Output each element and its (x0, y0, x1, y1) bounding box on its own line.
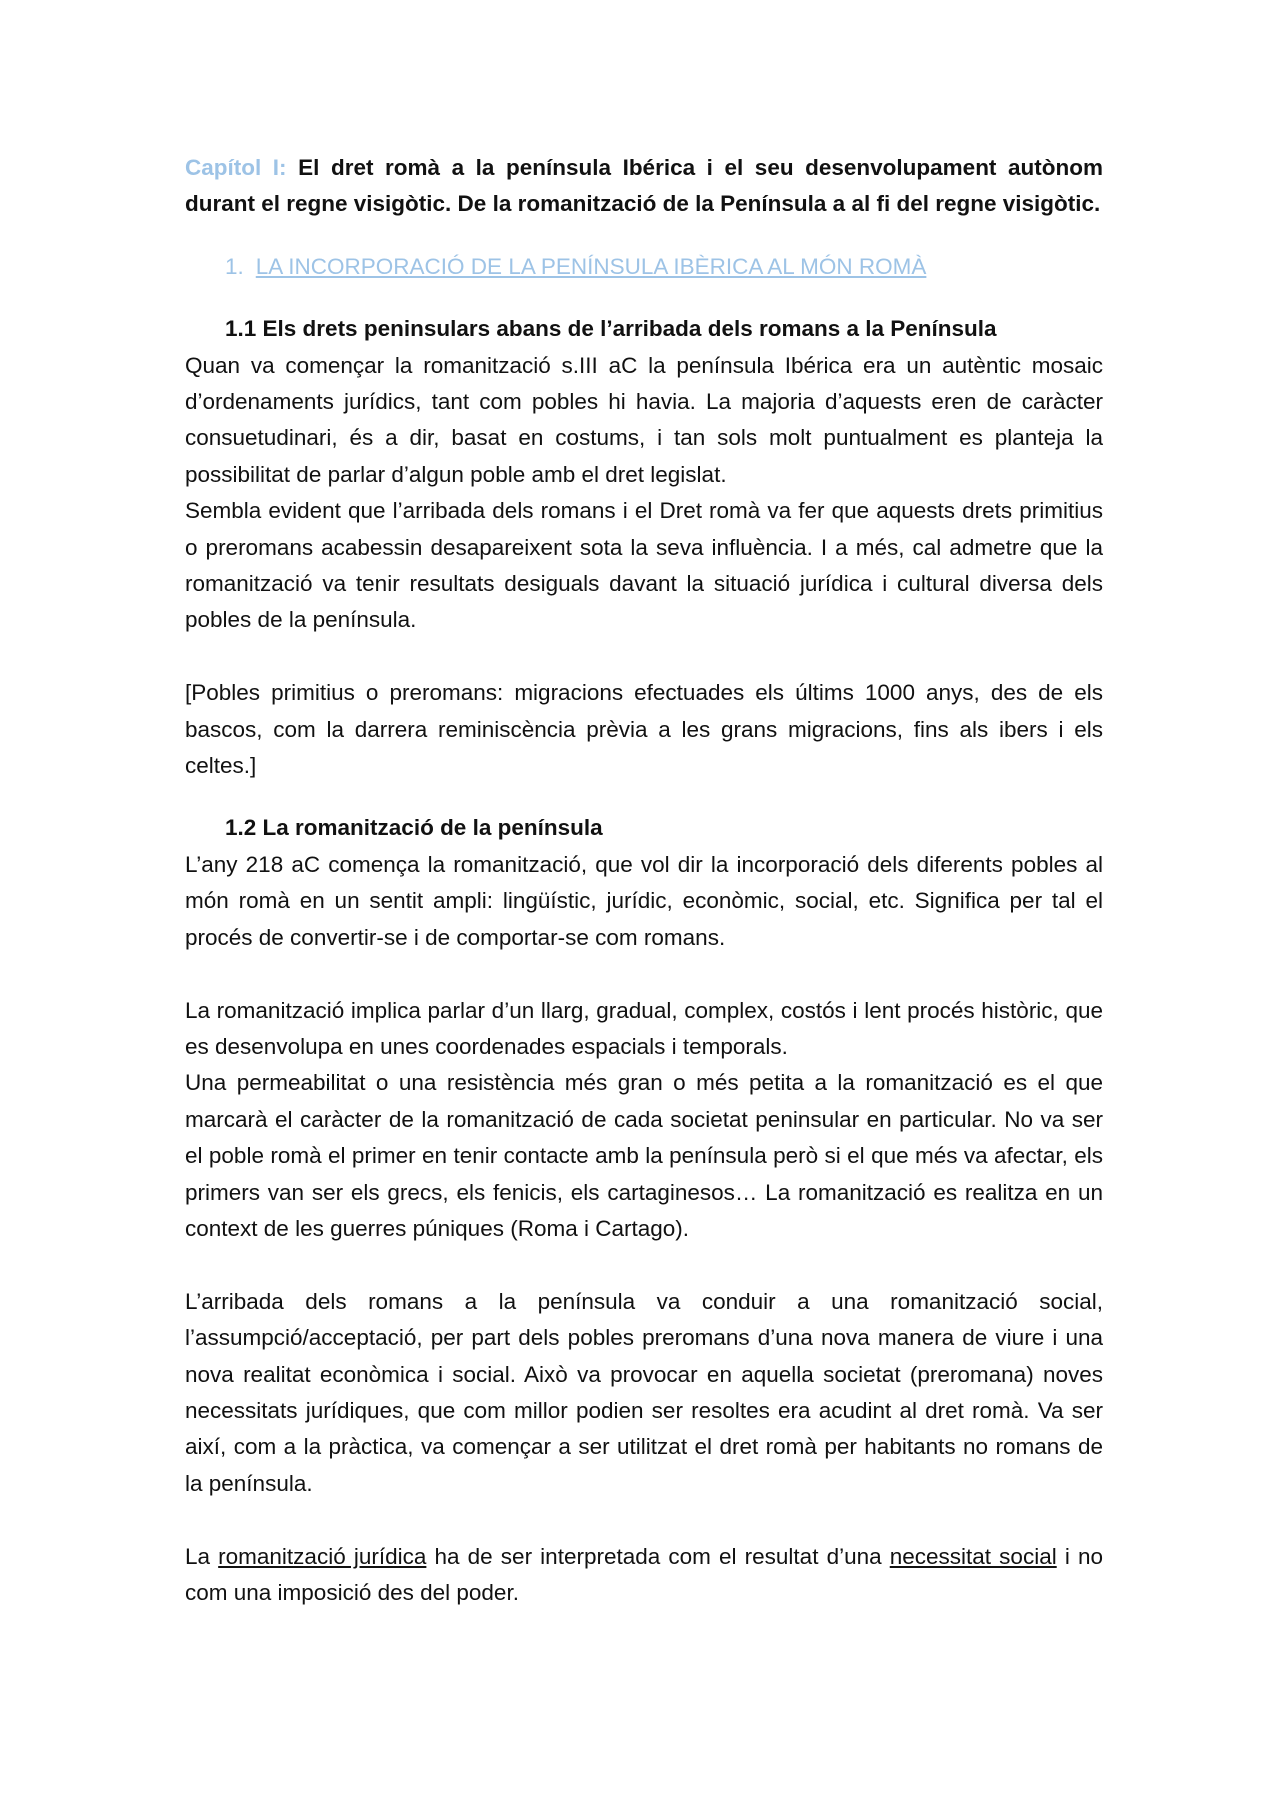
paragraph-gap (185, 639, 1103, 675)
paragraph-gap (185, 1247, 1103, 1283)
section-heading (225, 249, 1103, 285)
section-title[interactable]: LA INCORPORACIÓ DE LA PENÍNSULA IBÈRICA AL MÓN ROMÀ (255, 253, 927, 279)
text-run: i no com una imposició des del poder. (185, 1543, 1103, 1605)
paragraph: Quan va començar la romanització s.III aC la península Ibérica era un autèntic mosaic d’ordenaments jurídics, tant com pobles hi havia. La majoria d’aquests eren de caràcter consuetudinari, és a dir, basat en costums, i tan sols molt puntualment es planteja la possibilitat de parlar d’algun poble amb el dret legislat. (185, 352, 1103, 487)
paragraph: L’arribada dels romans a la península va conduir a una romanització social, l’assumpció/acceptació, per part dels pobles preromans d’una nova manera de viure i una nova realitat econòmica i social. Això va provocar en aquella societat (preromana) noves necessitats jurídiques, que com millor podien ser resoltes era acudint al dret romà. Va ser així, com a la pràctica, va començar a ser utilitzat el dret romà per habitants no romans de la península. (185, 1288, 1103, 1496)
chapter-label: Capítol I: (185, 155, 287, 180)
chapter-title-text: El dret romà a la península Ibérica i el seu desenvolupament autònom durant el regne visigòtic. De la romanització de la Península a al fi del regne visigòtic. (185, 155, 1103, 217)
paragraph: Sembla evident que l’arribada dels romans i el Dret romà va fer que aquests drets primitius o preromans acabessin desapareixent sota la seva influència. I a més, cal admetre que la romanització va tenir resultats desiguals davant la situació jurídica i cultural diversa dels pobles de la península. (185, 498, 1103, 633)
section-number: 1. (225, 253, 244, 279)
subheading-1-2: 1.2 La romanització de la península (225, 815, 603, 841)
underlined-term-necessitat-social: necessitat social (889, 1543, 1057, 1569)
chapter-title (185, 150, 1103, 223)
paragraph-final (185, 1539, 1103, 1612)
paragraph: Una permeabilitat o una resistència més gran o més petita a la romanització es el que marcarà el caràcter de la romanització de cada societat peninsular en particular. No va ser el poble romà el primer en tenir contacte amb la península però si el que més va afectar, els primers van ser els grecs, els fenicis, els cartaginesos… La romanització es realitza en un context de les guerres púniques (Roma i Cartago). (185, 1070, 1103, 1241)
underlined-term-romanitzacio-juridica: romanització jurídica (218, 1543, 427, 1569)
text-run: ha de ser interpretada com el resultat d’una (426, 1543, 890, 1569)
text-run: La (185, 1543, 219, 1569)
paragraph-note: [Pobles primitius o preromans: migracions efectuades els últims 1000 anys, des de els bascos, com la darrera reminiscència prèvia a les grans migracions, fins als ibers i els celtes.] (185, 680, 1103, 779)
paragraph-gap (185, 1502, 1103, 1538)
paragraph: L’any 218 aC comença la romanització, que vol dir la incorporació dels diferents pobles al món romà en un sentit ampli: lingüístic, jurídic, econòmic, social, etc. Significa per tal el procés de convertir-se i de comportar-se com romans. (185, 851, 1103, 950)
paragraph-gap (185, 956, 1103, 992)
subheading-1-1: 1.1 Els drets peninsulars abans de l’arribada dels romans a la Península (225, 316, 997, 342)
paragraph: La romanització implica parlar d’un llarg, gradual, complex, costós i lent procés històric, que es desenvolupa en unes coordenades espacials i temporals. (185, 997, 1103, 1059)
